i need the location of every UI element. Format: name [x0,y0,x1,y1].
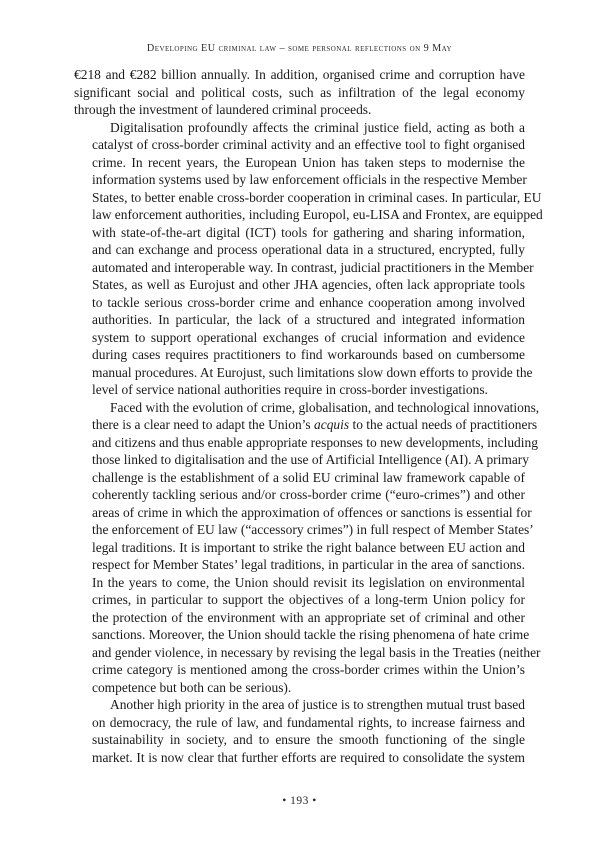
text-line: challenge is the establishment of a solid EU criminal law framework capable of [92,469,525,485]
text-line: the protection of the environment with an appropriate set of criminal and other [92,609,525,625]
text-line: significant social and political costs, such as infiltration of the legal economy [74,84,525,100]
text-line: market. It is now clear that further efforts are required to consolidate the system [92,749,525,765]
text-line: legal traditions. It is important to strike the right balance between EU action and [92,539,525,555]
text-line: authorities. In particular, the lack of a structured and integrated information [92,312,525,327]
text-line: level of service national authorities require in cross-border investigations. [92,382,488,397]
text-line: respect for Member States’ legal traditions, in particular in the area of sanctions. [92,557,525,572]
text-line: sanctions. Moreover, the Union should tackle the rising phenomena of hate crime [92,627,530,642]
text-line: during cases requires practitioners to find workarounds based on cumbersome [92,347,525,362]
text-line: States, as well as Eurojust and other JHA agencies, often lack appropriate tools [92,277,525,292]
text-line: and citizens and thus enable appropriate responses to new developments, including [92,434,538,450]
text-line: information systems used by law enforcement officials in the respective Member [92,172,527,187]
text-line: manual procedures. At Eurojust, such limitations slow down efforts to provide the [92,364,533,380]
text-line: competence but both can be serious). [92,679,292,695]
text-line: In the years to come, the Union should revisit its legislation on environmental [92,574,525,590]
paragraph [74,696,525,766]
paragraph [74,399,541,697]
text-line: those linked to digitalisation and the use of Artificial Intelligence (AI). A primary [92,452,529,467]
text-line: there is a clear need to adapt the Union’s acquis to the actual needs of practitioners [92,417,538,432]
italic-term: acquis [314,417,350,432]
text-line: crime category is mentioned among the cross-border crimes within the Union’s [92,662,525,677]
text-line: to tackle serious cross-border crime and enhance cooperation among involved [92,294,525,310]
text-line: crime. In recent years, the European Union has taken steps to modernise the [92,154,525,170]
text-line: on democracy, the rule of law, and fundamental rights, to increase fairness and [92,714,525,730]
text-line: and can exchange and process operational data in a structured, encrypted, fully [92,242,525,257]
body-text [74,66,543,766]
text-line: Another high priority in the area of justice is to strengthen mutual trust based [110,697,525,712]
paragraph [74,66,525,119]
text-line: through the investment of laundered criminal proceeds. [74,102,372,117]
text-line: Digitalisation profoundly affects the criminal justice field, acting as both a [110,119,525,135]
page-number: • 193 • [282,795,317,807]
text-line: sustainability in society, and to ensure the smooth functioning of the single [92,732,525,747]
text-line: the enforcement of EU law (“accessory crimes”) in full respect of Member States’ [92,522,534,537]
text-line: coherently tackling serious and/or cross-border crime (“euro-crimes”) and other [92,487,525,502]
text-line: law enforcement authorities, including Europol, eu-LISA and Frontex, are equipped [92,207,543,222]
text-line: catalyst of cross-border criminal activity and an effective tool to fight organised [92,137,525,152]
text-line: areas of crime in which the approximation of offences or sanctions is essential for [92,504,532,520]
text-line: Faced with the evolution of crime, globalisation, and technological innovations, [110,399,540,415]
text-line: crimes, in particular to support the objectives of a long-term Union policy for [92,592,525,607]
text-line: with state-of-the-art digital (ICT) tools for gathering and sharing information, [92,224,525,240]
running-head: Developing EU criminal law – some personal reflections on 9 May [146,43,453,54]
text-line: system to support operational exchanges of crucial information and evidence [92,329,525,345]
text-line: €218 and €282 billion annually. In addition, organised crime and corruption have [74,67,525,82]
paragraph [74,119,543,399]
text-line: States, to better enable cross-border cooperation in criminal cases. In particular, EU [92,189,542,205]
text-line: and gender violence, in necessary by revising the legal basis in the Treaties (neither [92,644,541,660]
text-line: automated and interoperable way. In contrast, judicial practitioners in the Member [92,259,534,275]
